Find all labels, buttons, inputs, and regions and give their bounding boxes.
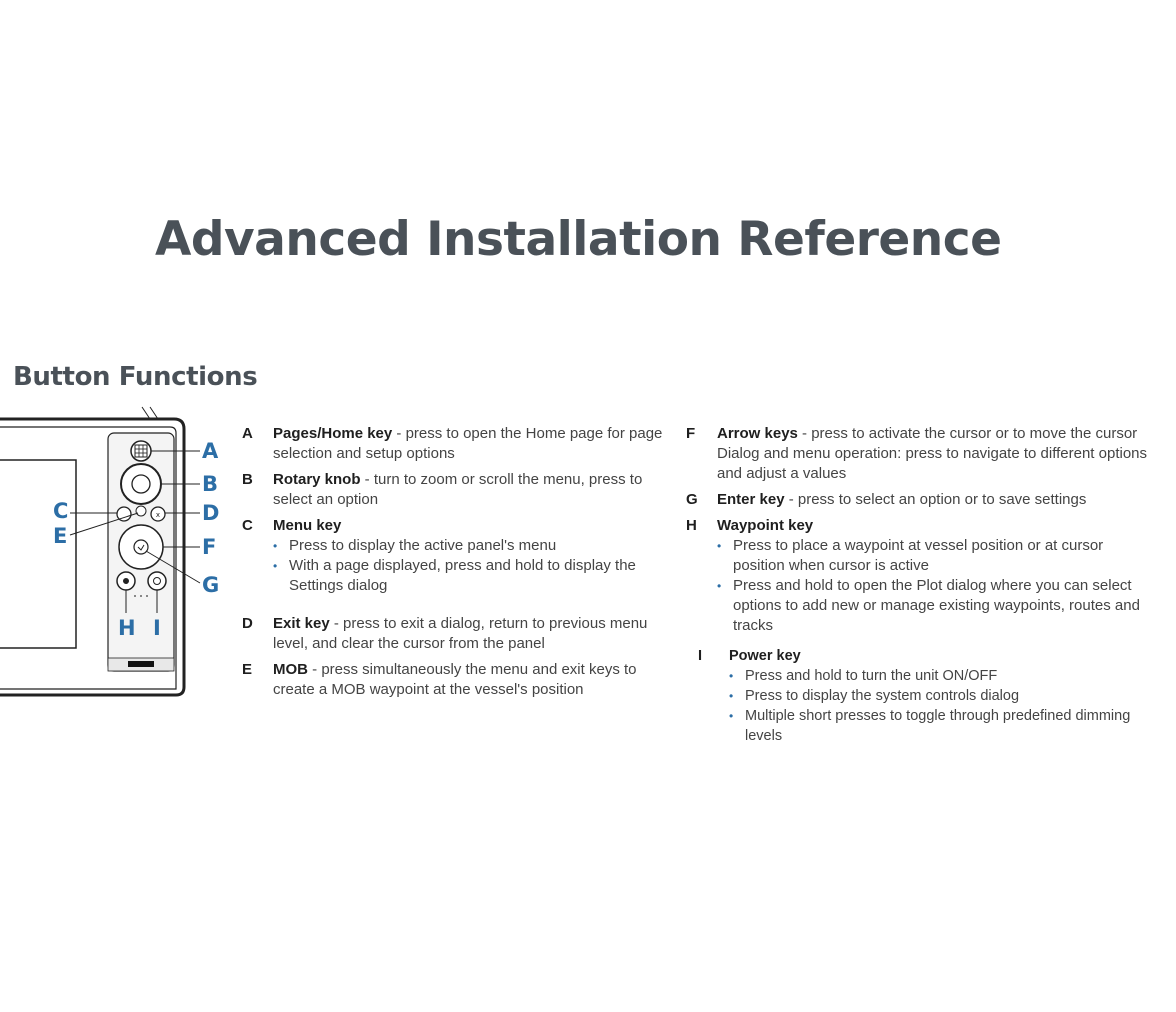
key-description: - press simultaneously the menu and exit keys to create a MOB waypoint at the vessel's position bbox=[273, 661, 637, 698]
key-description: - press to exit a dialog, return to previous menu level, and clear the cursor from the panel bbox=[273, 615, 648, 652]
entry-letter: E bbox=[242, 661, 253, 678]
entry-exit-key bbox=[242, 614, 674, 654]
entry-arrow-keys bbox=[686, 424, 1156, 484]
callout-c: C bbox=[53, 499, 69, 523]
entry-rotary-knob bbox=[242, 470, 674, 510]
bullet-item: • Press to display the system controls dialog bbox=[729, 686, 1156, 706]
descriptions-right bbox=[686, 424, 1156, 746]
entry-mob bbox=[242, 660, 674, 700]
callout-g: G bbox=[202, 573, 220, 597]
entry-letter: G bbox=[686, 491, 698, 508]
key-description: - press to activate the cursor or to move the cursor bbox=[797, 425, 1138, 442]
callout-a: A bbox=[202, 439, 219, 463]
power-key bbox=[148, 572, 166, 590]
key-name: Exit key bbox=[273, 615, 330, 632]
bullet-list bbox=[273, 536, 674, 596]
key-name: MOB bbox=[273, 661, 308, 678]
key-name: Menu key bbox=[273, 517, 342, 534]
callout-d: D bbox=[202, 501, 220, 525]
key-name: Pages/Home key bbox=[273, 425, 393, 442]
entry-menu-key bbox=[242, 516, 674, 596]
bullet-list bbox=[717, 536, 1156, 636]
bullet-item: • With a page displayed, press and hold to display the Settings dialog bbox=[273, 556, 674, 596]
key-extra-description: Dialog and menu operation: press to navigate to different options and adjust a values bbox=[717, 445, 1148, 482]
pages-home-key bbox=[131, 441, 151, 461]
entry-letter: D bbox=[242, 615, 253, 632]
callout-i: I bbox=[153, 616, 161, 640]
svg-text:x: x bbox=[155, 511, 161, 519]
entry-waypoint-key bbox=[686, 516, 1156, 636]
bullet-item: • Press and hold to open the Plot dialog where you can select options to add new or manage existing waypoints, routes and tracks bbox=[717, 576, 1156, 636]
key-name: Waypoint key bbox=[717, 517, 814, 534]
key-name: Arrow keys bbox=[717, 425, 798, 442]
key-name: Rotary knob bbox=[273, 471, 361, 488]
entry-letter: A bbox=[242, 425, 253, 442]
page-title: Advanced Installation Reference bbox=[155, 212, 1002, 267]
section-title: Button Functions bbox=[13, 362, 258, 392]
bullet-list bbox=[729, 666, 1156, 746]
key-description: - press to select an option or to save settings bbox=[784, 491, 1087, 508]
entry-letter: I bbox=[698, 648, 703, 664]
callout-e: E bbox=[53, 524, 68, 548]
entry-letter: C bbox=[242, 517, 253, 534]
callout-b: B bbox=[202, 472, 219, 496]
callout-f: F bbox=[202, 535, 217, 559]
key-name: Power key bbox=[729, 648, 801, 664]
mob-key bbox=[136, 506, 146, 516]
entry-power-key bbox=[686, 646, 1156, 746]
bullet-item: • Press to display the active panel's menu bbox=[273, 536, 674, 556]
entry-pages-home-key bbox=[242, 424, 674, 464]
bullet-item: • Multiple short presses to toggle through predefined dimming levels bbox=[729, 706, 1156, 746]
entry-enter-key bbox=[686, 490, 1156, 510]
bullet-item: • Press and hold to turn the unit ON/OFF bbox=[729, 666, 1156, 686]
key-name: Enter key bbox=[717, 491, 785, 508]
entry-letter: B bbox=[242, 471, 253, 488]
device-diagram bbox=[0, 405, 230, 705]
enter-key bbox=[134, 540, 148, 554]
bullet-item: • Press to place a waypoint at vessel position or at cursor position when cursor is active bbox=[717, 536, 1156, 576]
entry-letter: F bbox=[686, 425, 696, 442]
key-description: - press to open the Home page for page selection and setup options bbox=[273, 425, 663, 462]
callout-h: H bbox=[118, 616, 136, 640]
entry-letter: H bbox=[686, 517, 697, 534]
key-description: - turn to zoom or scroll the menu, press to select an option bbox=[273, 471, 643, 508]
descriptions-left bbox=[242, 424, 674, 700]
